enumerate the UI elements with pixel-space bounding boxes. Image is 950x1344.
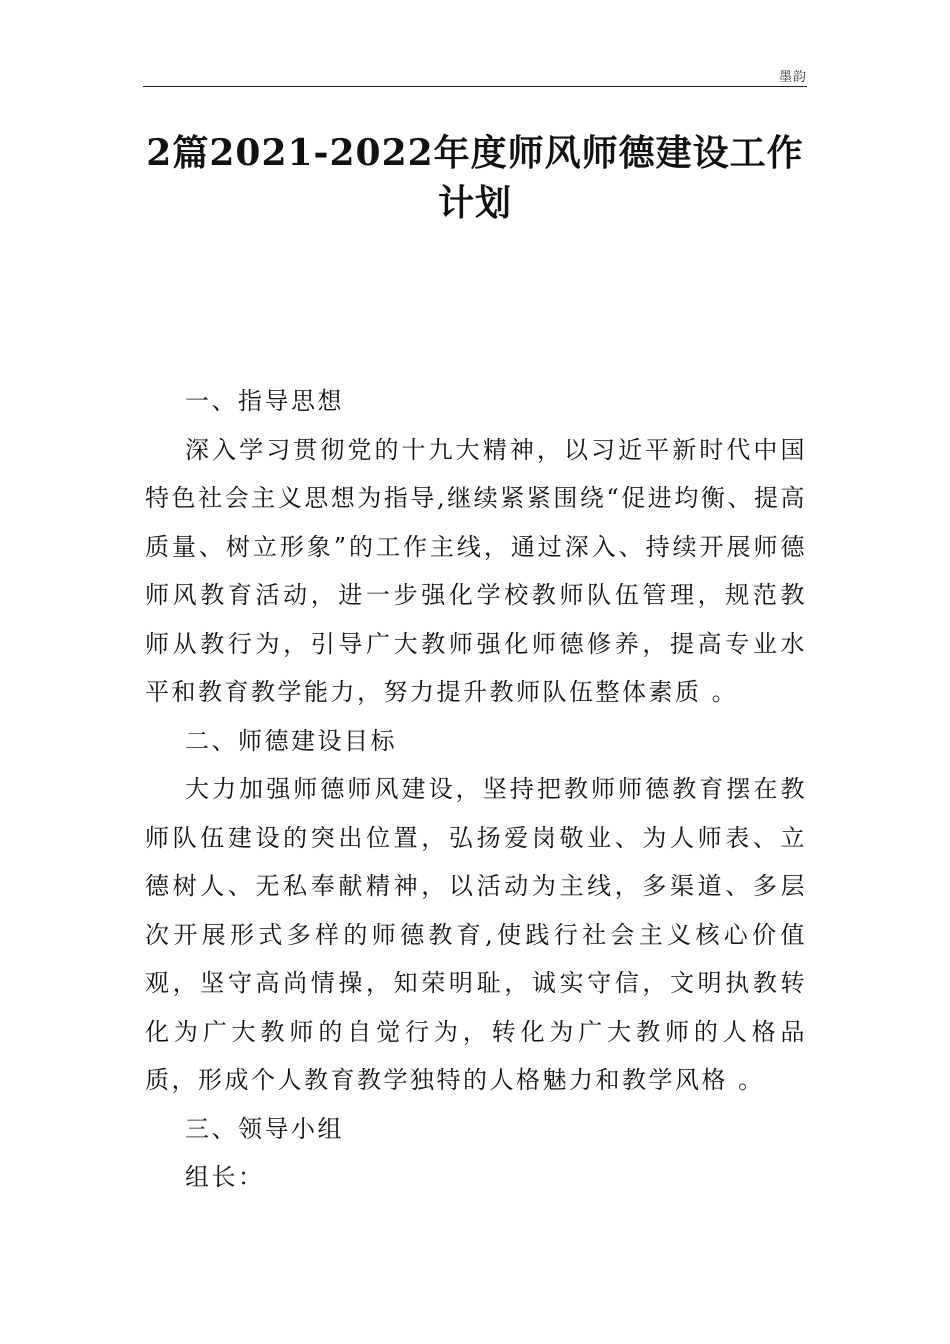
section-heading-leadership-group: 三、领导小组 bbox=[185, 1114, 344, 1143]
title-line-1: 2篇2021-2022年度师风师德建设工作 bbox=[146, 132, 804, 174]
header-mark: 墨韵 bbox=[778, 70, 807, 85]
title-line-2: 计划 bbox=[437, 182, 512, 224]
paragraph-goals: 大力加强师德师风建设，坚持把教师师德教育摆在教师队伍建设的突出位置，弘扬爱岗敬业、为人师表、立德树人、无私奉献精神，以活动为主线，多渠道、多层次开展形式多样的师德教育,使践行社会主义核心价值观，坚守高尚情操，知荣明耻，诚实守信，文明执教转化为广大教师的自觉行为，转化为广大教师的人格品质，形成个人教育教学独特的人格魅力和教学风格 。 bbox=[145, 775, 807, 1094]
header-rule bbox=[143, 86, 807, 87]
paragraph-guiding-ideology: 深入学习贯彻党的十九大精神，以习近平新时代中国特色社会主义思想为指导,继续紧紧围绕“促进均衡、提高质量、树立形象”的工作主线，通过深入、持续开展师德师风教育活动，进一步强化学校教师队伍管理，规范教师从教行为，引导广大教师强化师德修养，提高专业水平和教育教学能力，努力提升教师队伍整体素质 。 bbox=[145, 435, 807, 706]
document-body bbox=[145, 377, 807, 1202]
section-heading-guiding-ideology: 一、指导思想 bbox=[185, 387, 344, 415]
section-heading-goals: 二、师德建设目标 bbox=[185, 726, 397, 755]
paragraph-group-leader: 组长： bbox=[185, 1163, 265, 1191]
document-title bbox=[143, 128, 807, 228]
